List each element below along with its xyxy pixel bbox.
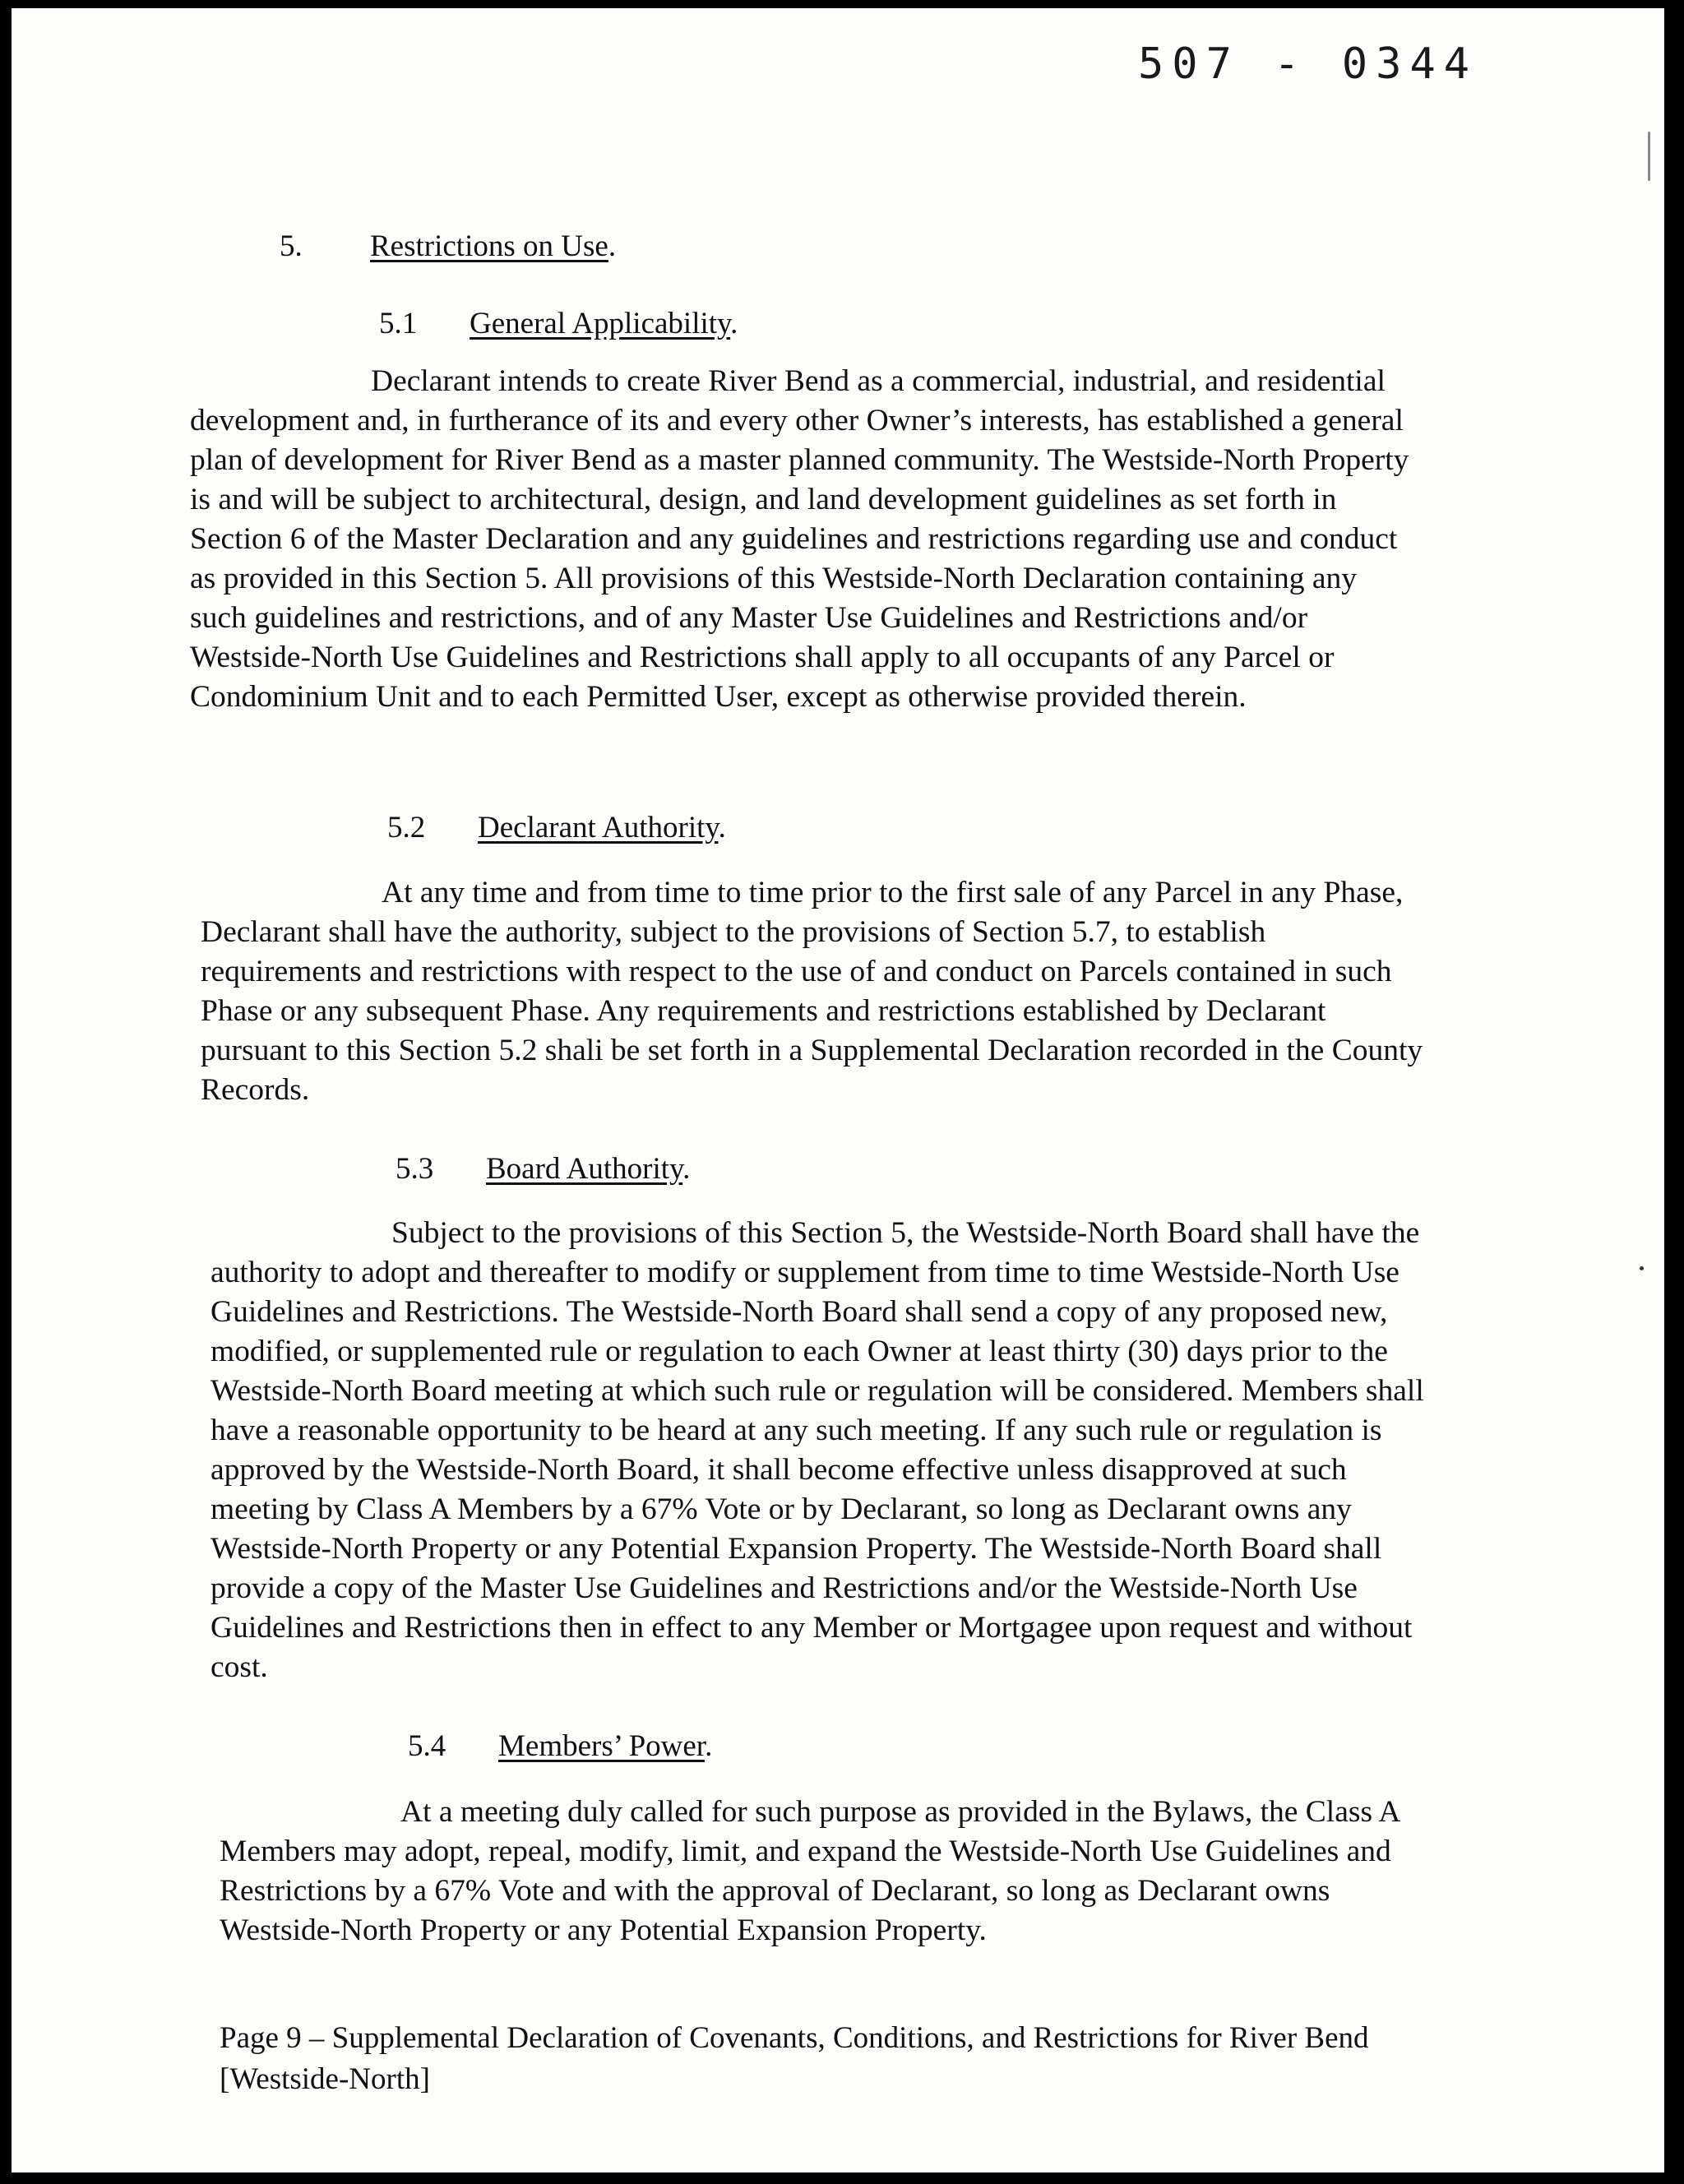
section-title: Restrictions on Use — [370, 229, 608, 263]
subsection-body-5-1: Declarant intends to create River Bend as a commercial, industrial, and residential development and, in furtherance of its and every other Owner’s interests, has established a general plan of development for River Bend as a master planned community. The Westside-North Property is and will be subject to architectural, design, and land development guidelines as set forth in Section 6 of the Master Declaration and any guidelines and restrictions regarding use and conduct as provided in this Section 5. All provisions of this Westside-North Declaration containing any such guidelines and restrictions, and of any Master Use Guidelines and Restrictions and/or Westside-North Use Guidelines and Restrictions shall apply to all occupants of any Parcel or Condominium Unit and to each Permitted User, except as otherwise provided therein. — [190, 364, 1409, 714]
subsection-number: 5.2 — [387, 811, 426, 844]
document-page — [12, 8, 1664, 2172]
document-number: 507 - 0344 — [1138, 39, 1478, 89]
subsection-title: Members’ Power — [498, 1729, 706, 1763]
subsection-number: 5.1 — [379, 307, 418, 340]
scan-speck — [1640, 1266, 1644, 1270]
footer-line-1: Page 9 – Supplemental Declaration of Covenants, Conditions, and Restrictions for River Bend — [220, 2021, 1369, 2055]
footer-line-2: [Westside-North] — [220, 2062, 430, 2096]
subsection-title-suffix: . — [682, 1152, 691, 1186]
subsection-title: Board Authority — [486, 1152, 683, 1186]
subsection-body-5-3: Subject to the provisions of this Section 5, the Westside-North Board shall have the authority to adopt and thereafter to modify or supplement from time to time Westside-North Use Guidelines and Restrictions. The Westside-North Board shall send a copy of any proposed new, modified, or supplemented rule or regulation to each Owner at least thirty (30) days prior to the Westside-North Board meeting at which such rule or regulation will be considered. Members shall have a reasonable opportunity to be heard at any such meeting. If any such rule or regulation is approved by the Westside-North Board, it shall become effective unless disapproved at such meeting by Class A Members by a 67% Vote or by Declarant, so long as Declarant owns any Westside-North Property or any Potential Expansion Property. The Westside-North Board shall provide a copy of the Master Use Guidelines and Restrictions and/or the Westside-North Use Guidelines and Restrictions then in effect to any Member or Mortgagee upon request and without cost. — [210, 1216, 1424, 1684]
subsection-title-suffix: . — [718, 811, 726, 844]
subsection-heading-5-2 — [387, 810, 726, 845]
subsection-heading-5-4 — [408, 1728, 712, 1764]
section-number: 5. — [280, 229, 303, 263]
subsection-number: 5.3 — [396, 1152, 434, 1186]
subsection-title-suffix: . — [705, 1729, 713, 1763]
section-title-suffix: . — [608, 229, 617, 263]
section-heading — [280, 229, 616, 264]
subsection-body-5-4: At a meeting duly called for such purpose as provided in the Bylaws, the Class A Members may adopt, repeal, modify, limit, and expand the Westside-North Use Guidelines and Restrictions by a 67% Vote and with the approval of Declarant, so long as Declarant owns Westside-North Property or any Potential Expansion Property. — [220, 1795, 1399, 1947]
subsection-title-suffix: . — [730, 307, 738, 340]
page-footer — [220, 2018, 1469, 2100]
subsection-body-5-2: At any time and from time to time prior to the first sale of any Parcel in any Phase, Declarant shall have the authority, subject to the provisions of Section 5.7, to establish requirements and restrictions with respect to the use of and conduct on Parcels contained in such Phase or any subsequent Phase. Any requirements and restrictions established by Declarant pursuant to this Section 5.2 shali be set forth in a Supplemental Declaration recorded in the County Records. — [201, 876, 1423, 1107]
subsection-number: 5.4 — [408, 1729, 446, 1763]
subsection-title: Declarant Authority — [478, 811, 719, 844]
subsection-title: General Applicability — [470, 307, 731, 340]
subsection-heading-5-1 — [379, 306, 738, 341]
subsection-heading-5-3 — [396, 1151, 690, 1187]
scan-speck — [1648, 132, 1650, 181]
